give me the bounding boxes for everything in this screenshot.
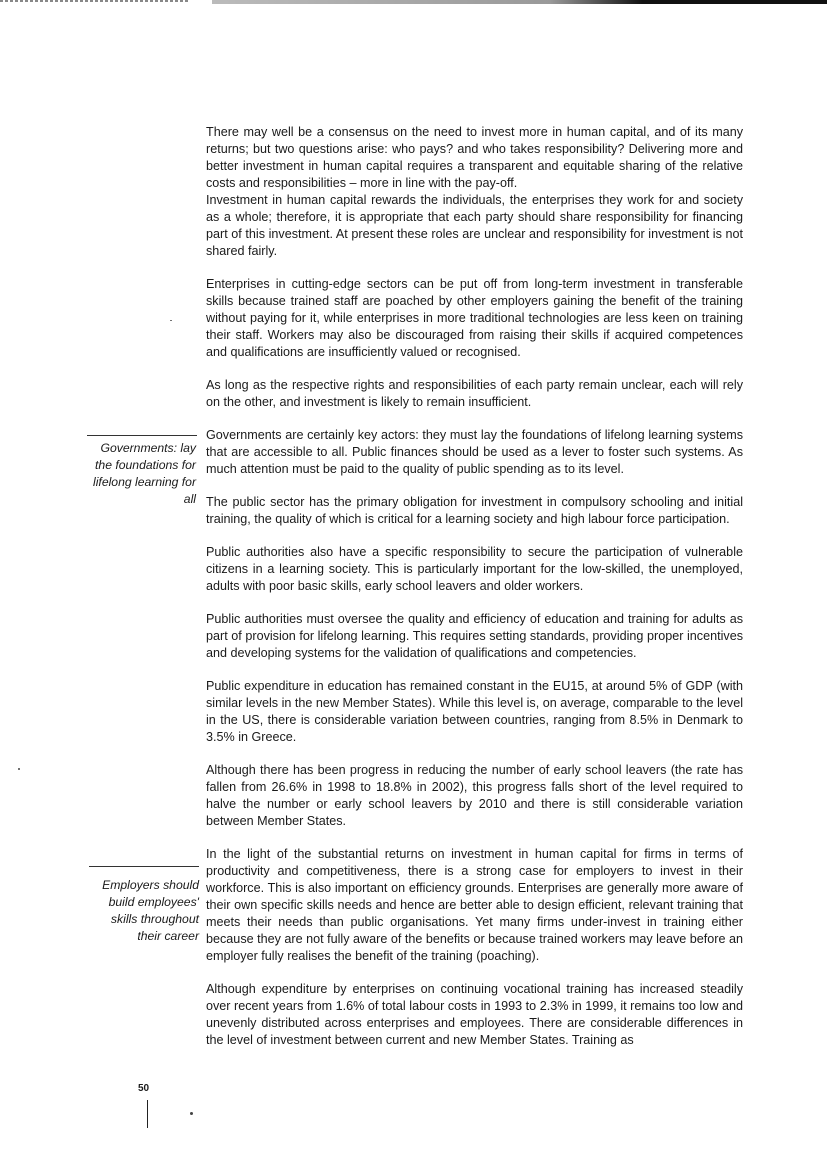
side-note-employers: Employers should build employees' skills throughout their career [102,878,199,943]
paragraph-1: There may well be a consensus on the need to invest more in human capital, and of its many returns; but two questions arise: who pays? and who takes responsibility? Delivering more and better investment in human capital requires a transparent and equitable sharing of the relative costs and responsibilities – more in line with the pay-off. [206,125,743,190]
header-rule-left [0,0,190,2]
paragraph-11: In the light of the substantial returns on investment in human capital for firms in terms of productivity and competitiveness, there is a strong case for employers to invest in their workforce. This is also important on efficiency grounds. Enterprises are generally more aware of their own specific skills needs and hence are better able to design efficient, relevant training that meets their needs than public organisations. Yet many firms under-invest in training either because they are not fully aware of the benefits or because trained workers may leave before an employer fully realises the benefit of the training (poaching). [206,847,743,963]
scan-speck [190,1112,193,1115]
body-text [206,124,743,1065]
side-note-rule [89,866,199,867]
paragraph-8: Public authorities must oversee the quality and efficiency of education and training for adults as part of provision for lifelong learning. This requires setting standards, providing proper incentives and developing systems for the validation of qualifications and competencies. [206,612,743,660]
paragraph-3: Enterprises in cutting-edge sectors can be put off from long-term investment in transferable skills because trained staff are poached by other employers gaining the benefit of the training without paying for it, while enterprises in more traditional technologies are less keen on training their staff. Workers may also be discouraged from raising their skills if acquired competences and qualifications are insufficiently valued or recognised. [206,277,743,359]
paragraph-6: The public sector has the primary obligation for investment in compulsory schooling and initial training, the quality of which is critical for a learning society and high labour force participation. [206,495,743,526]
scan-speck [18,768,20,770]
side-note-rule [87,435,197,436]
paragraph-5: Governments are certainly key actors: they must lay the foundations of lifelong learning systems that are accessible to all. Public finances should be used as a lever to foster such systems. As much attention must be paid to the quality of public spending as to its level. [206,428,743,476]
paragraph-9: Public expenditure in education has remained constant in the EU15, at around 5% of GDP (with similar levels in the new Member States). While this level is, on average, comparable to the level in the US, there is considerable variation between countries, ranging from 8.5% in Denmark to 3.5% in Greece. [206,679,743,744]
side-note-governments: Governments: lay the foundations for lifelong learning for all [93,441,196,506]
paragraph-7: Public authorities also have a specific responsibility to secure the participation of vulnerable citizens in a learning society. This is particularly important for the low-skilled, the unemployed, adults with poor basic skills, early school leavers and older workers. [206,545,743,593]
page-number-tick [147,1100,148,1128]
scan-speck [170,320,172,321]
paragraph-12: Although expenditure by enterprises on continuing vocational training has increased steadily over recent years from 1.6% of total labour costs in 1993 to 2.3% in 1999, it remains too low and unevenly distributed across enterprises and employees. There are considerable differences in the level of investment between current and new Member States. Training as [206,982,743,1047]
page-number: 50 [138,1083,150,1094]
paragraph-2: Investment in human capital rewards the individuals, the enterprises they work for and society as a whole; therefore, it is appropriate that each party should share responsibility for financing part of this investment. At present these roles are unclear and responsibility for investment is not shared fairly. [206,193,743,258]
paragraph-10: Although there has been progress in reducing the number of early school leavers (the rate has fallen from 26.6% in 1998 to 18.8% in 2002), this progress falls short of the level required to halve the number or early school leavers by 2010 and there is still considerable variation between Member States. [206,763,743,828]
paragraph-4: As long as the respective rights and responsibilities of each party remain unclear, each will rely on the other, and investment is likely to remain insufficient. [206,378,743,409]
header-rule-right [212,0,827,4]
